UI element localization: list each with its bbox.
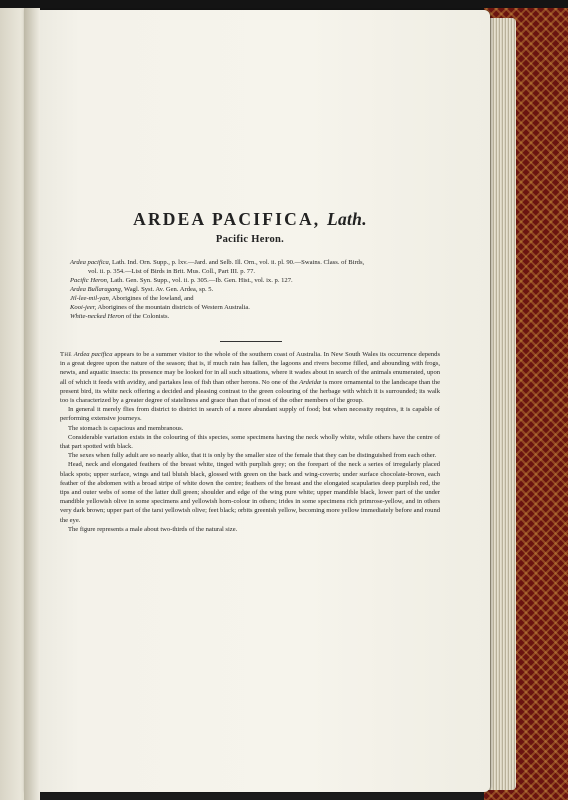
synonym-entry: Kooi-jeer, Aborigines of the mountain districts of Western Australia. <box>70 304 250 311</box>
paragraph: The stomach is capacious and membranous. <box>68 424 184 432</box>
paragraph: Head, neck and elongated feathers of the breast white, tinged with purplish grey; on the forepart of the neck a series of irregularly placed black spots; upper surface, wings and tail bluish black, glossed with green on the back and wing-coverts; under surface chocolate-brown, each feather of the abdomen with a broad stripe of white down the centre; feathers of the breast and the elongated scapularies deep purplish red, the tips and outer webs of some of the latter dull green; shoulder and edge of the wing pure white; upper mandible black, lower part of the under mandible yellowish olive in some specimens and yellowish horn-colour in others; irides in some specimens rich primrose-yellow, and in others very dark brown; upper part of the tarsi yellowish olive; feet black; orbits greenish yellow, becoming more yellow immediately before and round the eye. <box>60 461 440 524</box>
paragraph: In general it merely flies from district to district in search of a more abundant supply of food; but when necessity requires, it is capable of performing extensive journeys. <box>60 406 440 423</box>
synonym-entry: Pacific Heron, Lath. Gen. Syn. Supp., vol. ii. p. 305.—Ib. Gen. Hist., vol. ix. p. 127. <box>70 277 293 284</box>
synonym-entry: White-necked Heron of the Colonists. <box>70 313 170 320</box>
synonym-entry: Ardea Bullaragang, Wagl. Syst. Av. Gen. Ardea, sp. 5. <box>70 286 214 293</box>
synonym-entry: Jil-lee-mil-yan, Aborigines of the lowland, and <box>70 295 194 302</box>
scan-background <box>0 0 568 10</box>
description-body <box>60 350 440 534</box>
page-gutter <box>24 8 40 800</box>
species-author: Lath. <box>326 209 367 229</box>
paragraph: The sexes when fully adult are so nearly alike, that it is only by the smaller size of the female that they can be distinguished from each other. <box>68 452 437 460</box>
species-title: ARDEA PACIFICA, Lath. <box>133 209 367 229</box>
common-name: Pacific Heron. <box>215 234 285 245</box>
paragraph: The figure represents a male about two-thirds of the natural size. <box>68 525 238 533</box>
paragraph: Considerable variation exists in the colouring of this species, some specimens having the neck wholly white, while others have the centre of that part spotted with black. <box>60 433 440 451</box>
page-edges <box>486 18 516 790</box>
synonym-entry: Ardea pacifica, Lath. Ind. Orn. Supp., p. lxv.—Jard. and Selb. Ill. Orn., vol. ii. pl. 90.—Swains. Class. of Birds, vol. ii. p. 354.—List of Birds in Brit. Mus. Coll., Part III. p. 77. <box>70 259 365 276</box>
paragraph: The Ardea pacifica appears to be a summer visitor to the whole of the southern coast of Australia. In New South Wales its occurrence depends in a great degree upon the nature of the season; that is, if much rain has fallen, the lagoons and rivers become filled, and abounding with frogs, newts, and aquatic insects: its presence may be looked for in all such situations, where it wades about in search of the animals enumerated, upon all of which it feeds with avidity, and partakes less of fish than other herons. No one of the Ardeidæ is more ornamental to the landscape than the present bird, its white neck offering a decided and pleasing contrast to the green colouring of the herbage with which it is surrounded; its walk too is characterized by a greater degree of stateliness and grace than that of most of the other members of the group. <box>60 351 440 405</box>
section-divider <box>220 341 282 342</box>
